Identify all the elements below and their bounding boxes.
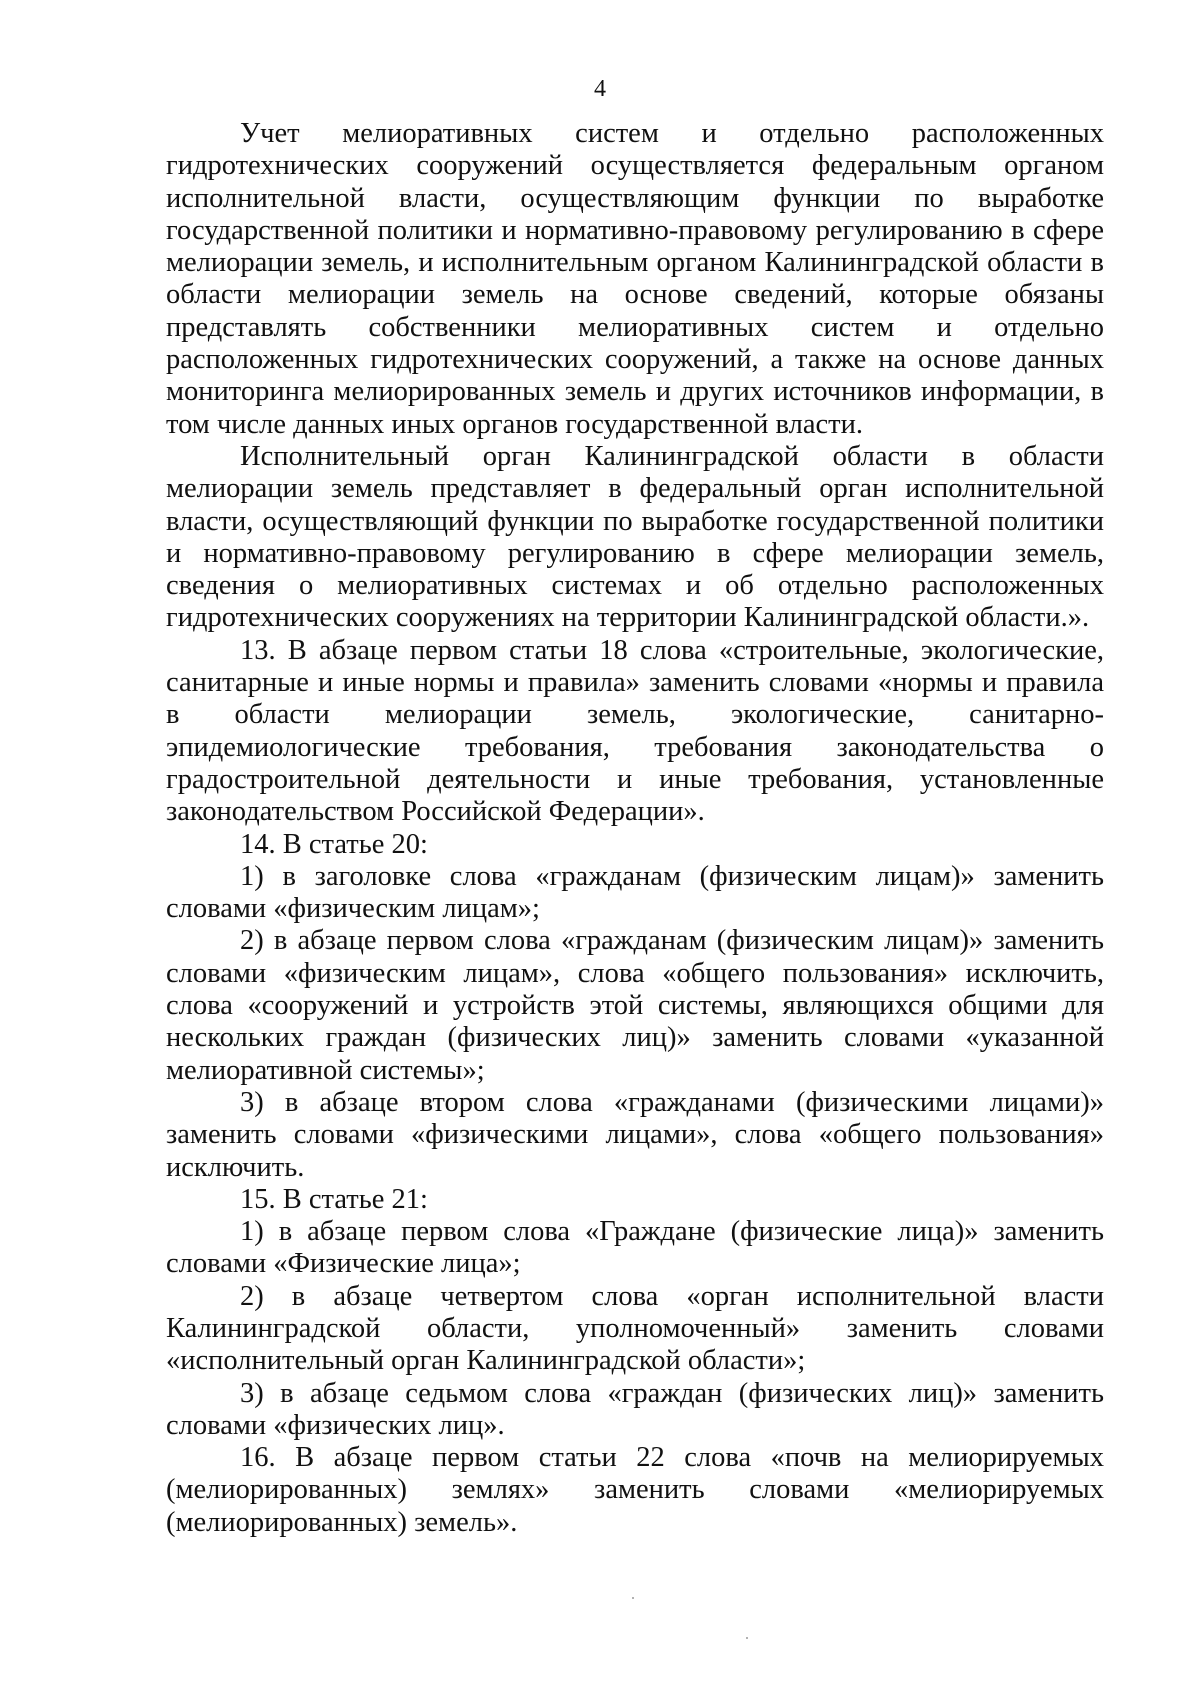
paragraph-item-15-1: 1) в абзаце первом слова «Граждане (физические лица)» заменить словами «Физические лица»; — [166, 1216, 1104, 1280]
paragraph-item-15-2: 2) в абзаце четвертом слова «орган исполнительной власти Калининградской области, уполномоченный» заменить словами «исполнительный орган Калининградской области»; — [166, 1280, 1104, 1377]
paragraph-item-14-3: 3) в абзаце втором слова «гражданами (физическими лицами)» заменить словами «физическими лицами», слова «общего пользования» исключить. — [166, 1086, 1104, 1183]
paragraph-item-15-heading: 15. В статье 21: — [240, 1183, 428, 1215]
paragraph-item-14-1: 1) в заголовке слова «гражданам (физическим лицам)» заменить словами «физическим лицам»; — [166, 860, 1104, 925]
paragraph-executive-body-reporting: Исполнительный орган Калининградской области в области мелиорации земель представляет в федеральный орган исполнительной власти, осуществляющий функции по выработке государственной политики и нормативно-правовому регулированию в сфере мелиорации земель, сведения о мелиоративных системах и об отдельно расположенных гидротехнических сооружениях на территории Калининградской области.». — [166, 440, 1104, 634]
paragraph-item-14-heading: 14. В статье 20: — [240, 828, 428, 860]
paragraph-reclamation-accounting: Учет мелиоративных систем и отдельно расположенных гидротехнических сооружений осуществляется федеральным органом исполнительной власти, осуществляющим функции по выработке государственной политики и нормативно-правовому регулированию в сфере мелиорации земель, и исполнительным органом Калининградской области в области мелиорации земель на основе сведений, которые обязаны представлять собственники мелиоративных систем и отдельно расположенных гидротехнических сооружений, а также на основе данных мониторинга мелиорированных земель и других источников информации, в том числе данных иных органов государственной власти. — [166, 118, 1104, 440]
scan-artifact-dot — [632, 1597, 634, 1599]
paragraph-item-16: 16. В абзаце первом статьи 22 слова «почв на мелиорируемых (мелиорированных) землях» заменить словами «мелиорируемых (мелиорированных) земель». — [166, 1442, 1104, 1538]
paragraph-item-15-3: 3) в абзаце седьмом слова «граждан (физических лиц)» заменить словами «физических лиц». — [166, 1377, 1104, 1441]
document-body — [166, 118, 1104, 1539]
paragraph-item-13: 13. В абзаце первом статьи 18 слова «строительные, экологические, санитарные и иные нормы и правила» заменить словами «нормы и правила в области мелиорации земель, экологические, санитарно-эпидемиологические требования, требования законодательства о градостроительной деятельности и иные требования, установленные законодательством Российской Федерации». — [166, 634, 1104, 828]
page-number: 4 — [594, 76, 606, 102]
paragraph-item-14-2: 2) в абзаце первом слова «гражданам (физическим лицам)» заменить словами «физическим лицам», слова «общего пользования» исключить, слова «сооружений и устройств этой системы, являющихся общими для нескольких граждан (физических лиц)» заменить словами «указанной мелиоративной системы»; — [166, 925, 1104, 1086]
scan-artifact-dot — [746, 1637, 748, 1639]
